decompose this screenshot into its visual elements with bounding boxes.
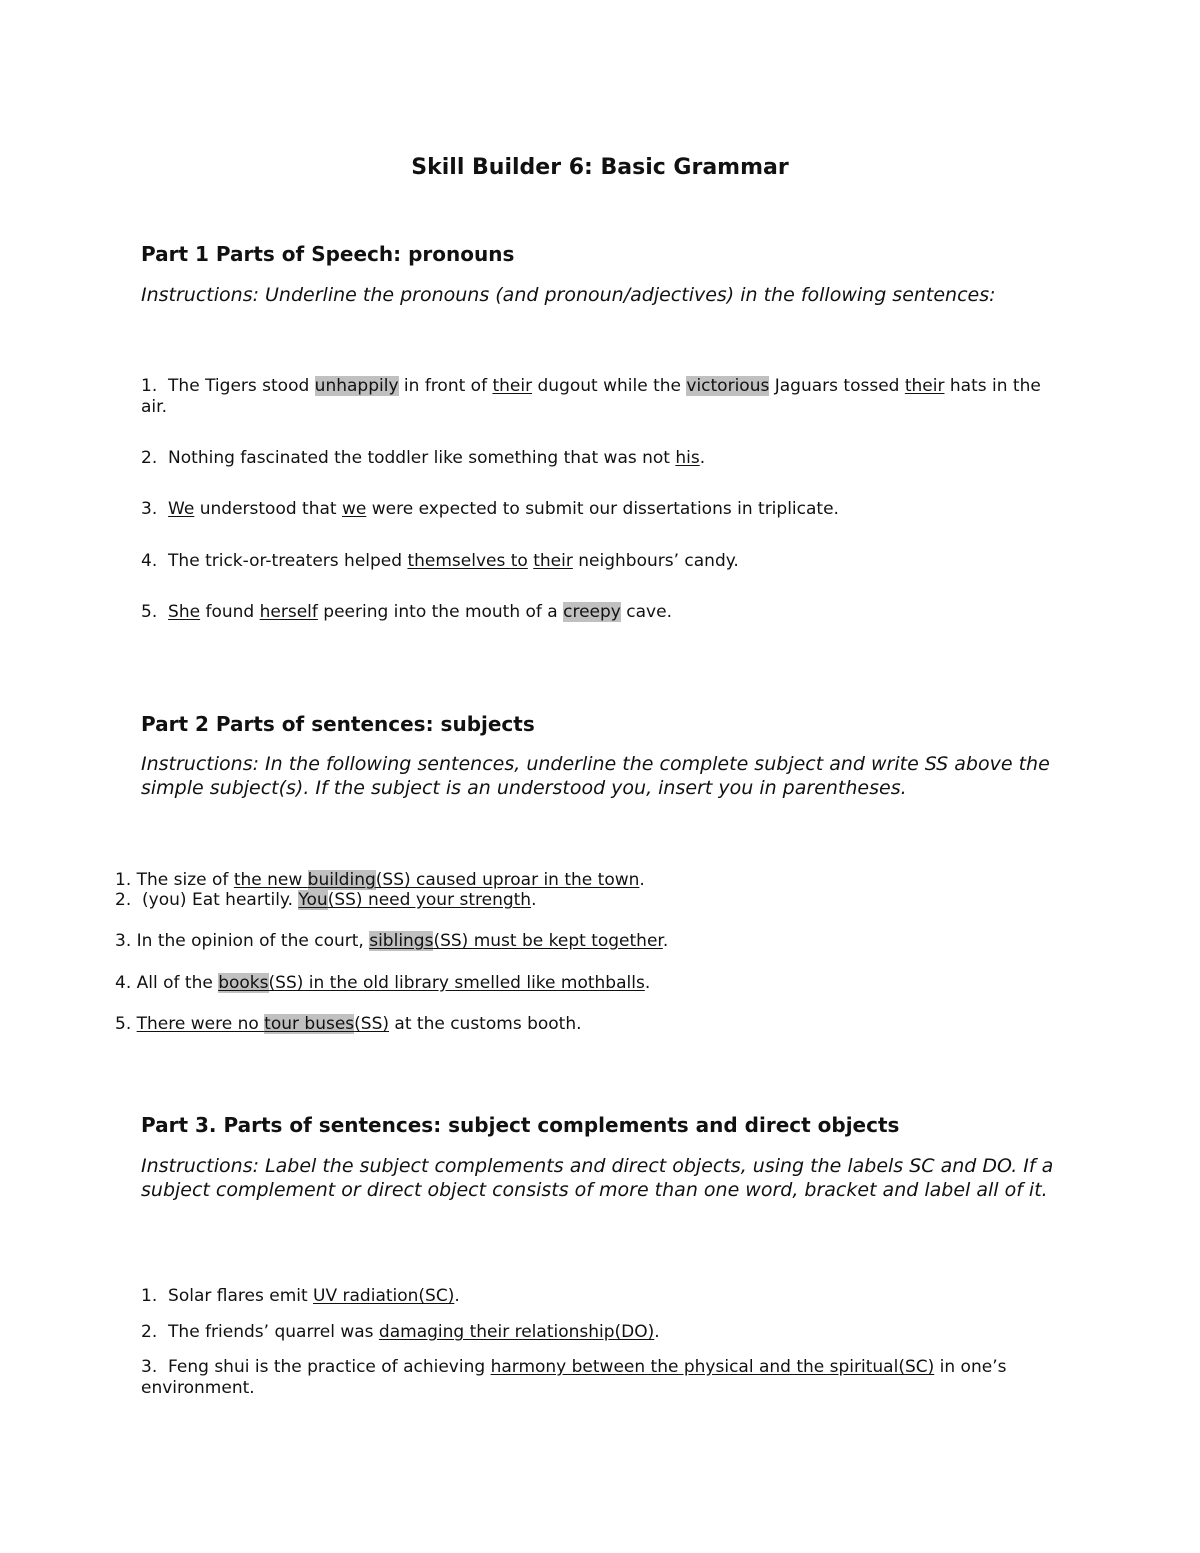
underlined-pronoun: his — [675, 448, 700, 468]
underlined-pronoun: themselves — [407, 551, 511, 571]
sentence-text: The Tigers stood — [168, 376, 315, 396]
sentence-text: were expected to submit our dissertations in triplicate. — [366, 499, 839, 519]
simple-subject: siblings — [369, 931, 434, 951]
part2-item-3 — [115, 931, 668, 952]
item-number: 3. — [141, 1357, 158, 1377]
item-number: 1. — [115, 870, 132, 890]
sentence-text: All of the — [136, 973, 219, 993]
part1-item-3 — [141, 499, 839, 520]
part2-instructions: Instructions: In the following sentences, underline the complete subject and write SS above the simple subject(s). If the subject is an understood you, insert you in parentheses. — [141, 753, 1050, 799]
underlined-pronoun: their — [533, 551, 573, 571]
underlined-pronoun: their — [492, 376, 533, 396]
sentence-text: (you) Eat heartily. — [142, 890, 299, 910]
part3-heading: Part 3. Parts of sentences: subject complements and direct objects — [141, 1113, 900, 1137]
sentence-text: hats in the air. — [141, 376, 1041, 417]
underlined-pronoun: herself — [259, 602, 318, 622]
sentence-text: dugout while the — [532, 376, 687, 396]
sentence-text: in one’s environment. — [141, 1357, 1007, 1398]
underlined-pronoun: we — [341, 499, 367, 519]
labeled-object: damaging their relationship(DO) — [378, 1322, 655, 1342]
simple-subject: books — [218, 973, 269, 993]
sentence-text: The size of — [136, 870, 234, 890]
underlined-word: to — [510, 551, 528, 571]
highlighted-word: unhappily — [314, 376, 399, 396]
simple-subject: tour buses — [264, 1014, 355, 1034]
sentence-text: in front of — [398, 376, 493, 396]
part3-instructions: Instructions: Label the subject complements and direct objects, using the labels SC and DO. If a subject complement or direct object consists of more than one word, bracket and label all of it. — [141, 1155, 1054, 1201]
part1-item-4 — [141, 551, 739, 572]
highlighted-word: creepy — [563, 602, 621, 622]
item-number: 2. — [115, 890, 132, 910]
sentence-text: found — [200, 602, 260, 622]
part2-item-4 — [115, 973, 650, 994]
underlined-pronoun: She — [168, 602, 201, 622]
underlined-subject: (SS) must be kept together — [433, 931, 663, 951]
part1-item-2 — [141, 448, 705, 469]
sentence-text: understood that — [194, 499, 342, 519]
part2-item-1 — [115, 870, 645, 891]
underlined-pronoun: We — [168, 499, 195, 519]
underlined-subject: the new — [233, 870, 308, 890]
part3-item-2 — [141, 1322, 660, 1343]
sentence-text: . — [662, 931, 669, 951]
sentence-text: . — [454, 1286, 460, 1306]
sentence-text: In the opinion of the court, — [136, 931, 370, 951]
highlighted-word: victorious — [686, 376, 770, 396]
item-number: 3. — [115, 931, 132, 951]
sentence-text: Solar flares emit — [168, 1286, 314, 1306]
page-title: Skill Builder 6: Basic Grammar — [411, 155, 789, 180]
sentence-text: . — [699, 448, 706, 468]
item-number: 2. — [141, 1322, 158, 1342]
part1-heading: Part 1 Parts of Speech: pronouns — [141, 242, 515, 266]
sentence-text: Jaguars tossed — [769, 376, 905, 396]
sentence-text: Nothing fascinated the toddler like something that was not — [168, 448, 676, 468]
underlined-subject: (SS) caused uproar in the town — [375, 870, 640, 890]
part3-item-3 — [141, 1357, 1056, 1399]
item-number: 1. — [141, 1286, 158, 1306]
sentence-text: The friends’ quarrel was — [168, 1322, 379, 1342]
underlined-subject: (SS) in the old library smelled like mothballs — [268, 973, 645, 993]
item-number: 1. — [141, 376, 158, 396]
sentence-text: at the customs booth. — [389, 1014, 582, 1034]
part3-item-1 — [141, 1286, 460, 1307]
sentence-text: . — [654, 1322, 660, 1342]
sentence-text: cave. — [620, 602, 672, 622]
item-number: 5. — [141, 602, 158, 622]
underlined-subject: There were no — [136, 1014, 265, 1034]
underlined-subject: (SS) — [354, 1014, 390, 1034]
part1-item-1 — [141, 376, 1056, 418]
sentence-text: The trick-or-treaters helped — [168, 551, 408, 571]
part2-item-2 — [115, 890, 536, 911]
underlined-subject: (SS) need your strength — [327, 890, 532, 910]
item-number: 4. — [141, 551, 158, 571]
item-number: 2. — [141, 448, 158, 468]
part2-heading: Part 2 Parts of sentences: subjects — [141, 712, 535, 736]
sentence-text: Feng shui is the practice of achieving — [168, 1357, 491, 1377]
simple-subject: building — [307, 870, 376, 890]
item-number: 4. — [115, 973, 132, 993]
sentence-text: neighbours’ candy. — [572, 551, 739, 571]
labeled-complement: harmony between the physical and the spiritual(SC) — [490, 1357, 935, 1377]
item-number: 5. — [115, 1014, 132, 1034]
sentence-text: peering into the mouth of a — [317, 602, 564, 622]
part2-item-5 — [115, 1014, 582, 1035]
underlined-pronoun: their — [904, 376, 945, 396]
part1-item-5 — [141, 602, 672, 623]
sentence-text: . — [531, 890, 537, 910]
item-number: 3. — [141, 499, 158, 519]
part1-instructions: Instructions: Underline the pronouns (and pronoun/adjectives) in the following sentences: — [141, 284, 996, 306]
sentence-text: . — [644, 973, 651, 993]
simple-subject: You — [298, 890, 328, 910]
labeled-complement: UV radiation(SC) — [313, 1286, 455, 1306]
sentence-text: . — [639, 870, 645, 890]
